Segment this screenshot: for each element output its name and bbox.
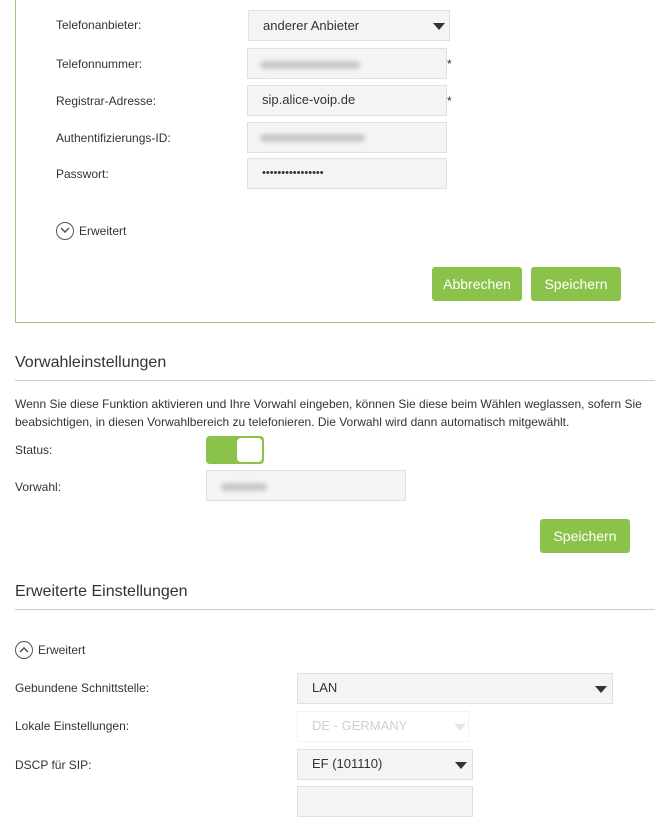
phone-number-label: Telefonnummer:: [56, 57, 143, 71]
interface-select-value: LAN: [312, 680, 338, 695]
toggle-knob: [237, 438, 262, 462]
redacted-value: [260, 61, 360, 69]
section-divider: [15, 380, 655, 381]
dscp-select[interactable]: [297, 749, 473, 780]
cancel-button[interactable]: Abbrechen: [432, 267, 522, 301]
redacted-value: [260, 134, 365, 142]
dscp-select-value: EF (101110): [312, 756, 383, 771]
save-button[interactable]: Speichern: [531, 267, 621, 301]
registrar-label: Registrar-Adresse:: [56, 94, 157, 108]
prefix-input[interactable]: [206, 470, 406, 501]
interface-select[interactable]: [297, 673, 613, 704]
password-input-value: ••••••••••••••••: [262, 167, 324, 179]
dscp-label: DSCP für SIP:: [15, 758, 92, 772]
chevron-down-icon: [595, 686, 607, 693]
chevron-down-icon: [455, 762, 467, 769]
auth-id-input[interactable]: [247, 122, 447, 153]
next-field-cutoff[interactable]: [297, 786, 473, 817]
required-mark: *: [447, 57, 452, 71]
expand-advanced-toggle[interactable]: [56, 222, 74, 240]
status-toggle[interactable]: [206, 436, 264, 464]
chevron-up-icon: [19, 647, 29, 653]
locale-select-value: DE - GERMANY: [312, 718, 408, 733]
provider-select-value: anderer Anbieter: [263, 18, 360, 33]
locale-select: [297, 711, 469, 742]
prefix-description: Wenn Sie diese Funktion aktivieren und Ihre Vorwahl eingeben, können Sie diese beim Wählen weglassen, sofern Sie beabsichtigen, in diesen Vorwahlbereich zu telefonieren. Die Vorwahl wird dann automatisch mitgewählt.: [15, 397, 642, 429]
interface-label: Gebundene Schnittstelle:: [15, 681, 150, 695]
required-mark: *: [447, 94, 452, 108]
redacted-value: [221, 483, 267, 491]
prefix-section-title: Vorwahleinstellungen: [15, 354, 167, 371]
auth-id-label: Authentifizierungs-ID:: [56, 131, 171, 145]
password-label: Passwort:: [56, 167, 109, 181]
prefix-label: Vorwahl:: [15, 480, 62, 494]
chevron-down-icon: [433, 23, 445, 30]
registrar-input[interactable]: [247, 85, 447, 116]
chevron-down-icon: [454, 724, 466, 731]
status-label: Status:: [15, 443, 53, 457]
advanced-toggle-label[interactable]: Erweitert: [79, 224, 127, 238]
registrar-input-value: sip.alice-voip.de: [262, 92, 356, 107]
advanced-toggle-label[interactable]: Erweitert: [38, 643, 86, 657]
provider-select[interactable]: [248, 10, 450, 41]
chevron-down-icon: [60, 227, 70, 233]
prefix-save-button[interactable]: Speichern: [540, 519, 630, 553]
provider-label: Telefonanbieter:: [56, 18, 142, 32]
locale-label: Lokale Einstellungen:: [15, 719, 130, 733]
password-input[interactable]: [247, 158, 447, 189]
phone-number-input[interactable]: [247, 48, 447, 79]
advanced-section-title: Erweiterte Einstellungen: [15, 583, 188, 600]
collapse-advanced-toggle[interactable]: [15, 641, 33, 659]
section-divider: [15, 609, 655, 610]
